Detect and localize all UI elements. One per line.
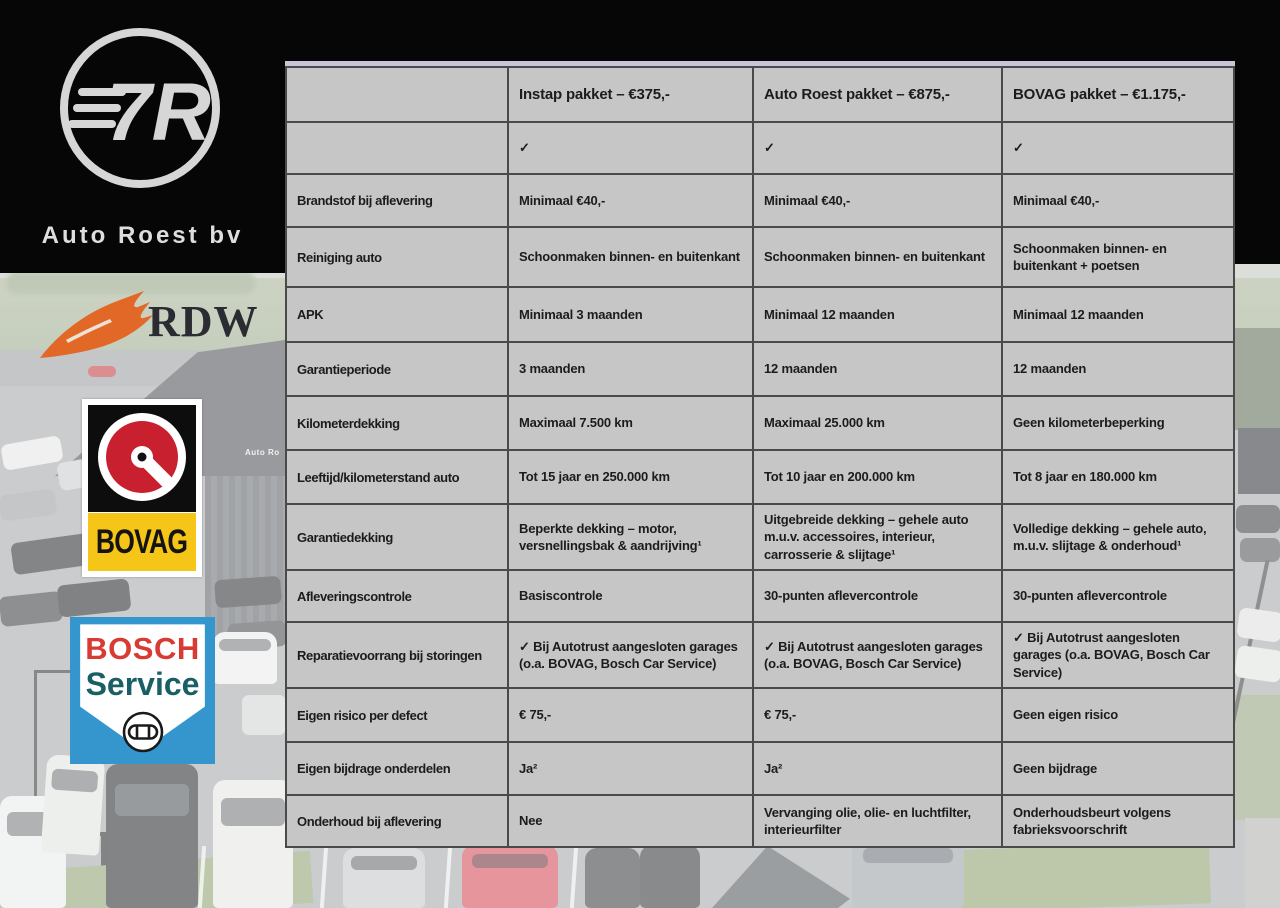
svg-text:7R: 7R (106, 67, 211, 158)
cell: Ja² (509, 743, 752, 794)
cell: € 75,- (754, 689, 1001, 741)
row-label: Eigen risico per defect (287, 689, 507, 741)
rdw-wordmark: RDW (148, 297, 259, 346)
row-label: Brandstof bij aflevering (287, 175, 507, 226)
table-row (287, 397, 1233, 449)
cell: Minimaal 12 maanden (1003, 288, 1233, 341)
package-comparison-table (285, 61, 1235, 848)
cell: 12 maanden (1003, 343, 1233, 395)
package-header: Auto Roest pakket – €875,- (754, 68, 1001, 121)
cell: € 75,- (509, 689, 752, 741)
bosch-armature-icon (120, 709, 166, 755)
table-row (287, 689, 1233, 741)
row-label: Leeftijd/kilometerstand auto (287, 451, 507, 503)
table-grid (285, 66, 1235, 848)
cell: Schoonmaken binnen- en buitenkant (509, 228, 752, 286)
table-row-included (287, 123, 1233, 173)
cell: Tot 15 jaar en 250.000 km (509, 451, 752, 503)
table-row (287, 228, 1233, 286)
table-row (287, 175, 1233, 226)
table-row (287, 743, 1233, 794)
rdw-logo (36, 288, 259, 368)
cell: 12 maanden (754, 343, 1001, 395)
building-sign-text: Auto Ro (245, 448, 280, 457)
row-label: Onderhoud bij aflevering (287, 796, 507, 846)
table-row (287, 571, 1233, 621)
row-label: Kilometerdekking (287, 397, 507, 449)
row-label: Afleveringscontrole (287, 571, 507, 621)
table-row (287, 343, 1233, 395)
package-header: BOVAG pakket – €1.175,- (1003, 68, 1233, 121)
table-row (287, 623, 1233, 687)
cell: Maximaal 7.500 km (509, 397, 752, 449)
check-cell: ✓ (1003, 123, 1233, 173)
table-row (287, 796, 1233, 846)
package-header: Instap pakket – €375,- (509, 68, 752, 121)
table-header-row (287, 68, 1233, 121)
check-cell: ✓ (754, 123, 1001, 173)
cell: Geen eigen risico (1003, 689, 1233, 741)
row-label: Reparatievoorrang bij storingen (287, 623, 507, 687)
cell: Schoonmaken binnen- en buitenkant + poetsen (1003, 228, 1233, 286)
cell: Maximaal 25.000 km (754, 397, 1001, 449)
table-row (287, 505, 1233, 569)
row-label: Garantieperiode (287, 343, 507, 395)
cell: 30-punten aflevercontrole (754, 571, 1001, 621)
cell: Minimaal €40,- (754, 175, 1001, 226)
cell: 3 maanden (509, 343, 752, 395)
cell: Basiscontrole (509, 571, 752, 621)
company-name: Auto Roest bv (41, 222, 244, 249)
cell: Ja² (754, 743, 1001, 794)
cell: Uitgebreide dekking – gehele auto m.u.v. accessoires, interieur, carrosserie & slijtage¹ (754, 505, 1001, 569)
bosch-service-wordmark: Service (85, 666, 200, 702)
bosch-service-logo (70, 617, 215, 764)
cell: 30-punten aflevercontrole (1003, 571, 1233, 621)
table-row (287, 288, 1233, 341)
cell: Tot 10 jaar en 200.000 km (754, 451, 1001, 503)
row-label: APK (287, 288, 507, 341)
bosch-wordmark: BOSCH (85, 631, 200, 666)
cell: Minimaal 3 maanden (509, 288, 752, 341)
cell: Vervanging olie, olie- en luchtfilter, interieurfilter (754, 796, 1001, 846)
bovag-logo (82, 399, 202, 577)
cell: ✓ Bij Autotrust aangesloten garages (o.a. BOVAG, Bosch Car Service) (509, 623, 752, 687)
bovag-emblem-icon (88, 405, 196, 512)
cell: Minimaal 12 maanden (754, 288, 1001, 341)
cell: Schoonmaken binnen- en buitenkant (754, 228, 1001, 286)
row-label: Eigen bijdrage onderdelen (287, 743, 507, 794)
cell: Beperkte dekking – motor, versnellingsbak & aandrijving¹ (509, 505, 752, 569)
auto-roest-logo-icon (48, 16, 232, 200)
cell: Geen kilometerbeperking (1003, 397, 1233, 449)
bovag-wordmark-band (88, 513, 196, 571)
check-cell: ✓ (509, 123, 752, 173)
row-label: Reiniging auto (287, 228, 507, 286)
cell: Geen bijdrage (1003, 743, 1233, 794)
cell: Tot 8 jaar en 180.000 km (1003, 451, 1233, 503)
corner-cell (287, 68, 507, 121)
row-label: Garantiedekking (287, 505, 507, 569)
cell: Minimaal €40,- (1003, 175, 1233, 226)
rdw-wing-icon (36, 288, 154, 364)
bovag-wordmark: BOVAG (96, 522, 188, 561)
cell: Minimaal €40,- (509, 175, 752, 226)
cell: Onderhoudsbeurt volgens fabrieksvoorschrift (1003, 796, 1233, 846)
cell: Nee (509, 796, 752, 846)
right-black-band (1235, 0, 1280, 264)
row-label (287, 123, 507, 173)
cell: ✓ Bij Autotrust aangesloten garages (o.a. BOVAG, Bosch Car Service) (754, 623, 1001, 687)
cell: ✓ Bij Autotrust aangesloten garages (o.a. BOVAG, Bosch Car Service) (1003, 623, 1233, 687)
table-row (287, 451, 1233, 503)
cell: Volledige dekking – gehele auto, m.u.v. slijtage & onderhoud¹ (1003, 505, 1233, 569)
